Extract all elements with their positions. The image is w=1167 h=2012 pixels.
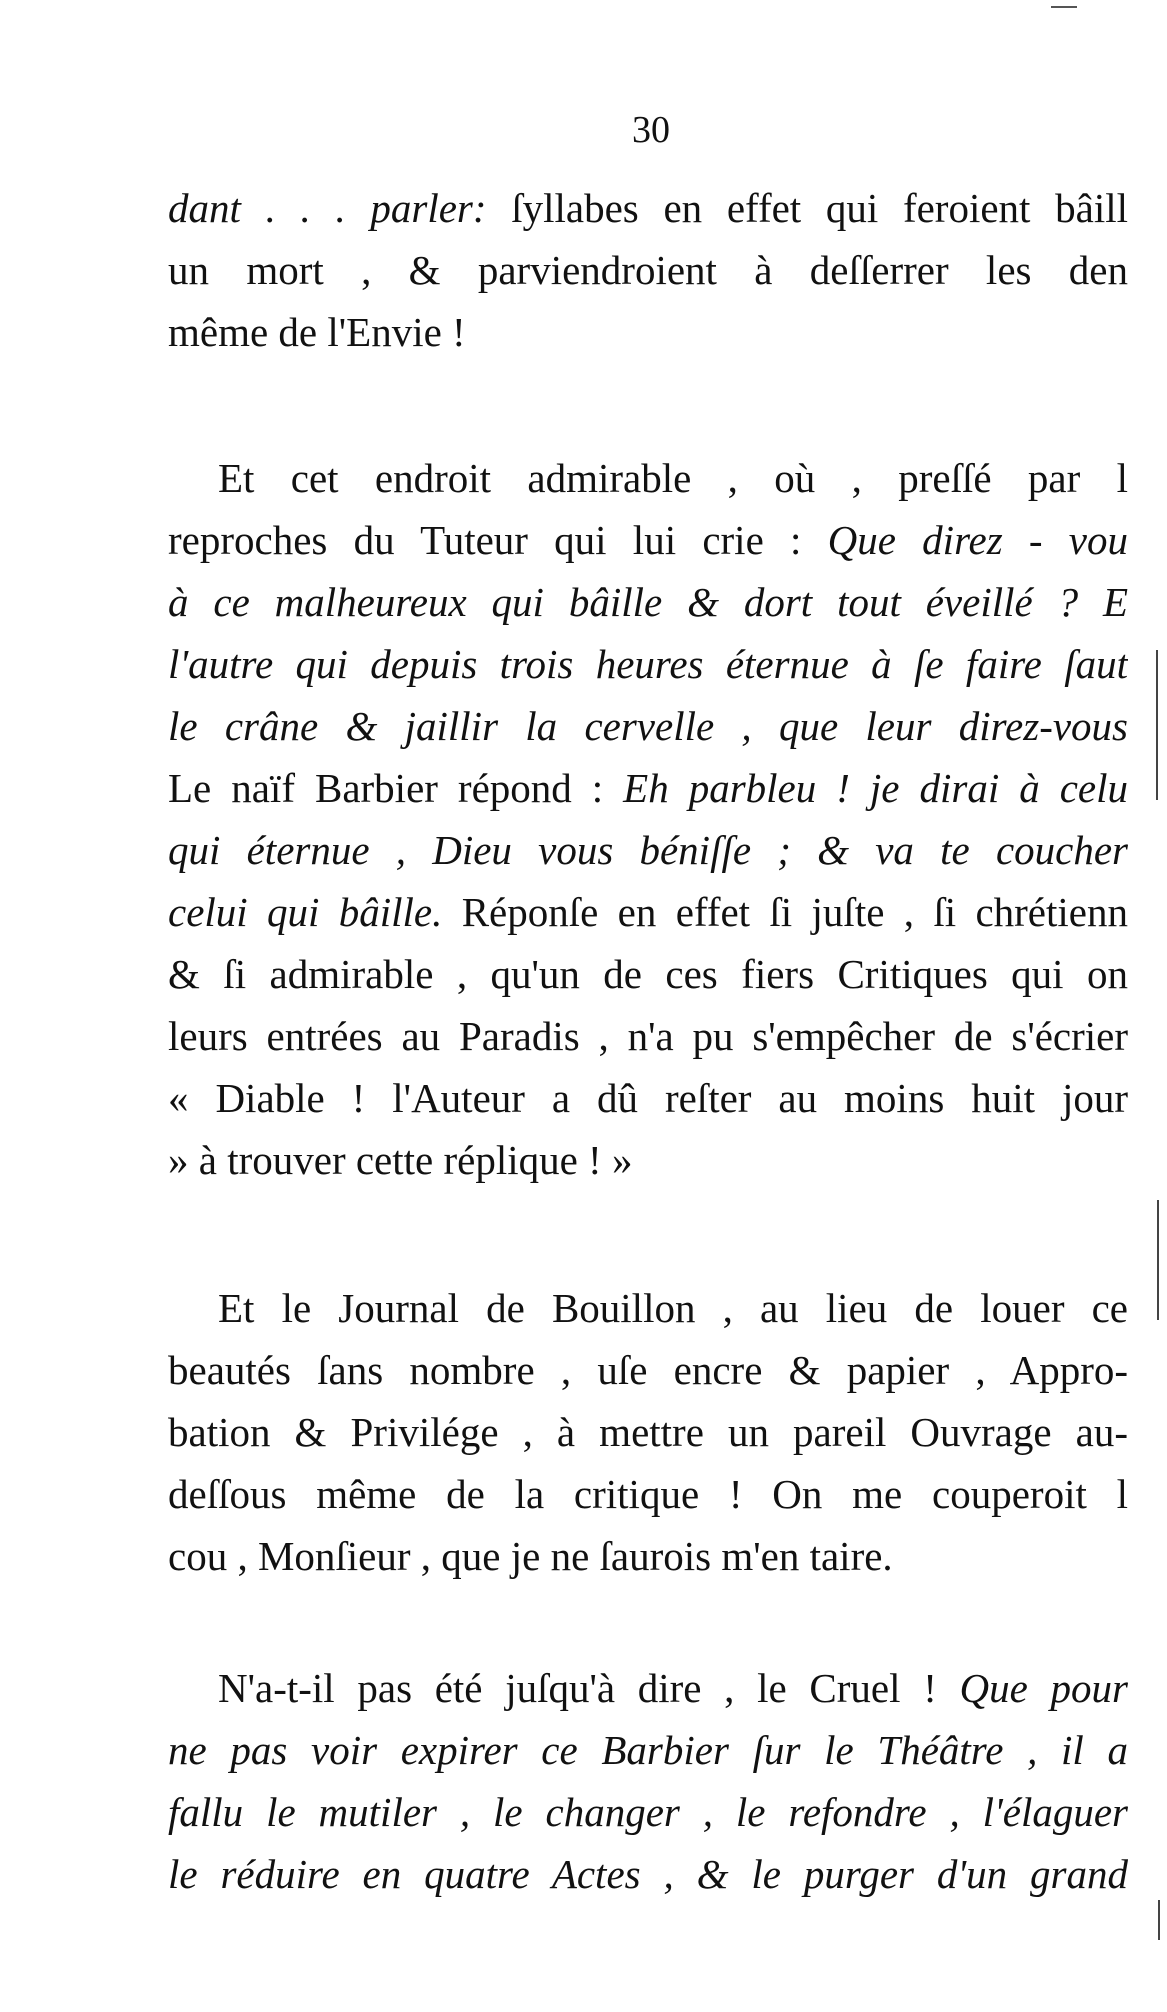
- right-margin-rule: [1157, 1200, 1159, 1320]
- text-line: [168, 1844, 1128, 1904]
- roman-text: même de l'Envie !: [168, 309, 466, 355]
- italic-text: Que pour: [959, 1665, 1128, 1711]
- italic-text: qui éternue , Dieu vous béniſſe ; & va te coucher: [168, 827, 1128, 873]
- text-line: [168, 572, 1128, 632]
- italic-text: l'autre qui depuis trois heures éternue à ſe faire ſaut: [168, 641, 1128, 687]
- italic-text: le réduire en quatre Actes , & le purger d'un grand: [168, 1851, 1128, 1897]
- text-line: [168, 178, 1128, 238]
- page-number: 30: [632, 109, 670, 151]
- text-line: [168, 240, 1128, 300]
- roman-text: N'a-t-il pas été juſqu'à dire , le Cruel !: [218, 1665, 960, 1711]
- italic-text: celui qui bâille.: [168, 889, 443, 935]
- roman-text: reproches du Tuteur qui lui crie :: [168, 517, 828, 563]
- text-line: [168, 820, 1128, 880]
- text-line: [168, 1720, 1128, 1780]
- text-line: [168, 1130, 1128, 1190]
- italic-text: ne pas voir expirer ce Barbier ſur le Théâtre , il a: [168, 1727, 1128, 1773]
- text-line: [168, 302, 1128, 362]
- text-line: [168, 634, 1128, 694]
- text-line: [218, 448, 1128, 508]
- text-line: [168, 1402, 1128, 1462]
- text-line: [218, 1278, 1128, 1338]
- italic-text: à ce malheureux qui bâille & dort tout éveillé ? E: [168, 579, 1128, 625]
- roman-text: bation & Privilége , à mettre un pareil Ouvrage au-: [168, 1409, 1128, 1455]
- roman-text: leurs entrées au Paradis , n'a pu s'empêcher de s'écrier: [168, 1013, 1128, 1059]
- text-line: [168, 510, 1128, 570]
- text-line: [168, 1068, 1128, 1128]
- roman-text: cou , Monſieur , que je ne ſaurois m'en taire.: [168, 1533, 893, 1579]
- text-line: [168, 696, 1128, 756]
- roman-text: « Diable ! l'Auteur a dû reſter au moins huit jour: [168, 1075, 1128, 1121]
- right-margin-rule: [1156, 650, 1158, 800]
- roman-text: Réponſe en effet ſi juſte , ſi chrétienn: [442, 889, 1128, 935]
- roman-text: deſſous même de la critique ! On me couperoit l: [168, 1471, 1128, 1517]
- text-line: [168, 1782, 1128, 1842]
- italic-text: Que direz - vou: [827, 517, 1128, 563]
- text-line: [168, 944, 1128, 1004]
- page-edge-mark: [1051, 6, 1077, 8]
- right-margin-rule: [1158, 1900, 1160, 1940]
- roman-text: ſyllabes en effet qui feroient bâill: [486, 185, 1128, 231]
- text-line: [168, 1340, 1128, 1400]
- text-line: [168, 1006, 1128, 1066]
- roman-text: beautés ſans nombre , uſe encre & papier , Appro-: [168, 1347, 1128, 1393]
- roman-text: » à trouver cette réplique ! »: [168, 1137, 633, 1183]
- text-line: [168, 882, 1128, 942]
- italic-text: Eh parbleu ! je dirai à celu: [623, 765, 1128, 811]
- text-line: [168, 1464, 1128, 1524]
- text-line: [168, 1526, 1128, 1586]
- roman-text: Et le Journal de Bouillon , au lieu de louer ce: [218, 1285, 1128, 1331]
- italic-text: le crâne & jaillir la cervelle , que leur direz-vous: [168, 703, 1128, 749]
- text-line: [218, 1658, 1128, 1718]
- roman-text: & ſi admirable , qu'un de ces fiers Critiques qui on: [168, 951, 1128, 997]
- text-line: [168, 758, 1128, 818]
- roman-text: Le naïf Barbier répond :: [168, 765, 624, 811]
- roman-text: Et cet endroit admirable , où , preſſé par l: [218, 455, 1128, 501]
- italic-text: fallu le mutiler , le changer , le refondre , l'élaguer: [168, 1789, 1128, 1835]
- italic-text: dant . . . parler:: [168, 185, 487, 231]
- roman-text: un mort , & parviendroient à deſſerrer les den: [168, 247, 1128, 293]
